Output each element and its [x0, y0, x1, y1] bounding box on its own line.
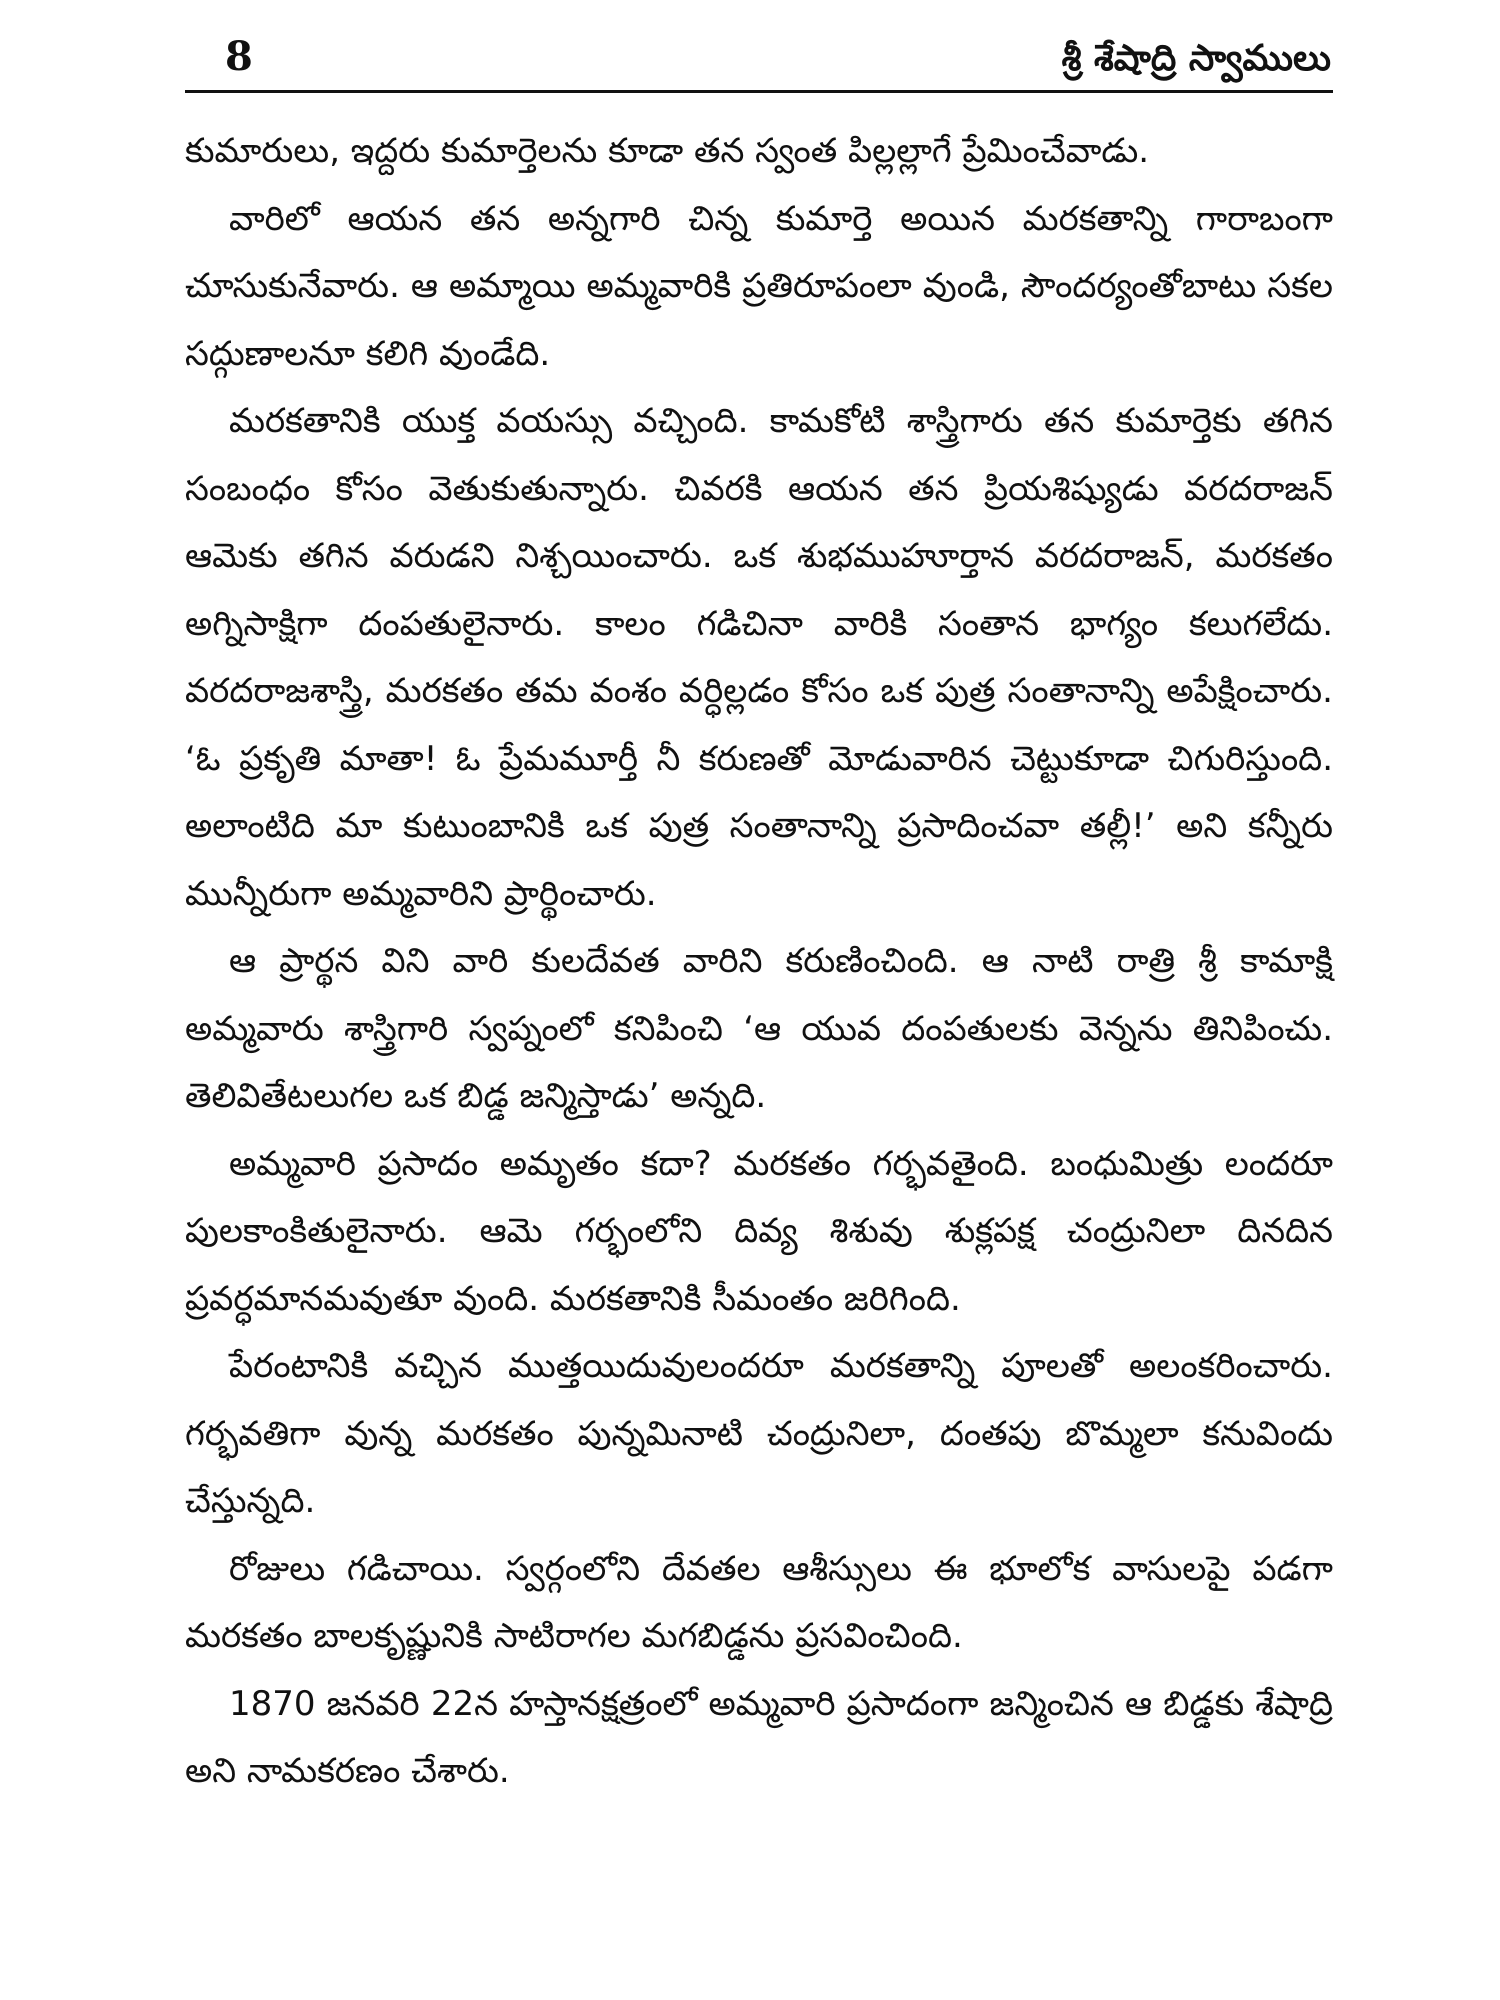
paragraph: ఆ ప్రార్థన విని వారి కులదేవత వారిని కరుణించింది. ఆ నాటి రాత్రి శ్రీ కామాక్షి అమ్మవారు శాస్త్రిగారి స్వప్నంలో కనిపించి ‘ఆ యువ దంపతులకు వెన్నను తినిపించు. తెలివితేటలుగల ఒక బిడ్డ జన్మిస్తాడు’ అన్నది.: [185, 941, 1333, 1116]
page-number: 8: [225, 33, 253, 80]
paragraph: రోజులు గడిచాయి. స్వర్గంలోని దేవతల ఆశీస్సులు ఈ భూలోక వాసులపై పడగా మరకతం బాలకృష్ణునికి సాటిరాగల మగబిడ్డను ప్రసవించింది.: [185, 1548, 1333, 1656]
body-text: [185, 118, 1333, 1806]
paragraph: అమ్మవారి ప్రసాదం అమృతం కదా? మరకతం గర్భవతైంది. బంధుమిత్రు లందరూ పులకాంకితులైనారు. ఆమె గర్భంలోని దివ్య శిశువు శుక్లపక్ష చంద్రునిలా దినదిన ప్రవర్ధమానమవుతూ వుంది. మరకతానికి సీమంతం జరిగింది.: [185, 1143, 1333, 1319]
paragraph: వారిలో ఆయన తన అన్నగారి చిన్న కుమార్తె అయిన మరకతాన్ని గారాబంగా చూసుకునేవారు. ఆ అమ్మాయి అమ్మవారికి ప్రతిరూపంలా వుండి, సౌందర్యంతోబాటు సకల సద్గుణాలనూ కలిగి వుండేది.: [185, 198, 1333, 374]
paragraph: మరకతానికి యుక్త వయస్సు వచ్చింది. కామకోటి శాస్త్రిగారు తన కుమార్తెకు తగిన సంబంధం కోసం వెతుకుతున్నారు. చివరకి ఆయన తన ప్రియశిష్యుడు వరదరాజన్ ఆమెకు తగిన వరుడని నిశ్చయించారు. ఒక శుభముహూర్తాన వరదరాజన్, మరకతం అగ్నిసాక్షిగా దంపతులైనారు. కాలం గడిచినా వారికి సంతాన భాగ్యం కలుగలేదు. వరదరాజశాస్త్రి, మరకతం తమ వంశం వర్ధిల్లడం కోసం ఒక పుత్ర సంతానాన్ని అపేక్షించారు. ‘ఓ ప్రకృతి మాతా! ఓ ప్రేమమూర్తీ నీ కరుణతో మోడువారిన చెట్టుకూడా చిగురిస్తుంది. అలాంటిది మా కుటుంబానికి ఒక పుత్ర సంతానాన్ని ప్రసాదించవా తల్లీ!’ అని కన్నీరు మున్నీరుగా అమ్మవారిని ప్రార్థించారు.: [185, 401, 1333, 914]
paragraph: 1870 జనవరి 22న హస్తానక్షత్రంలో అమ్మవారి ప్రసాదంగా జన్మించిన ఆ బిడ్డకు శేషాద్రి అని నామకరణం చేశారు.: [185, 1683, 1333, 1791]
page-header: [185, 28, 1333, 93]
running-title: శ్రీ శేషాద్రి స్వాములు: [1061, 38, 1331, 79]
paragraph: కుమారులు, ఇద్దరు కుమార్తెలను కూడా తన స్వంత పిల్లల్లాగే ప్రేమించేవాడు.: [185, 131, 1150, 171]
paragraph: పేరంటానికి వచ్చిన ముత్తయిదువులందరూ మరకతాన్ని పూలతో అలంకరించారు. గర్భవతిగా వున్న మరకతం పున్నమినాటి చంద్రునిలా, దంతపు బొమ్మలా కనువిందు చేస్తున్నది.: [185, 1346, 1333, 1521]
